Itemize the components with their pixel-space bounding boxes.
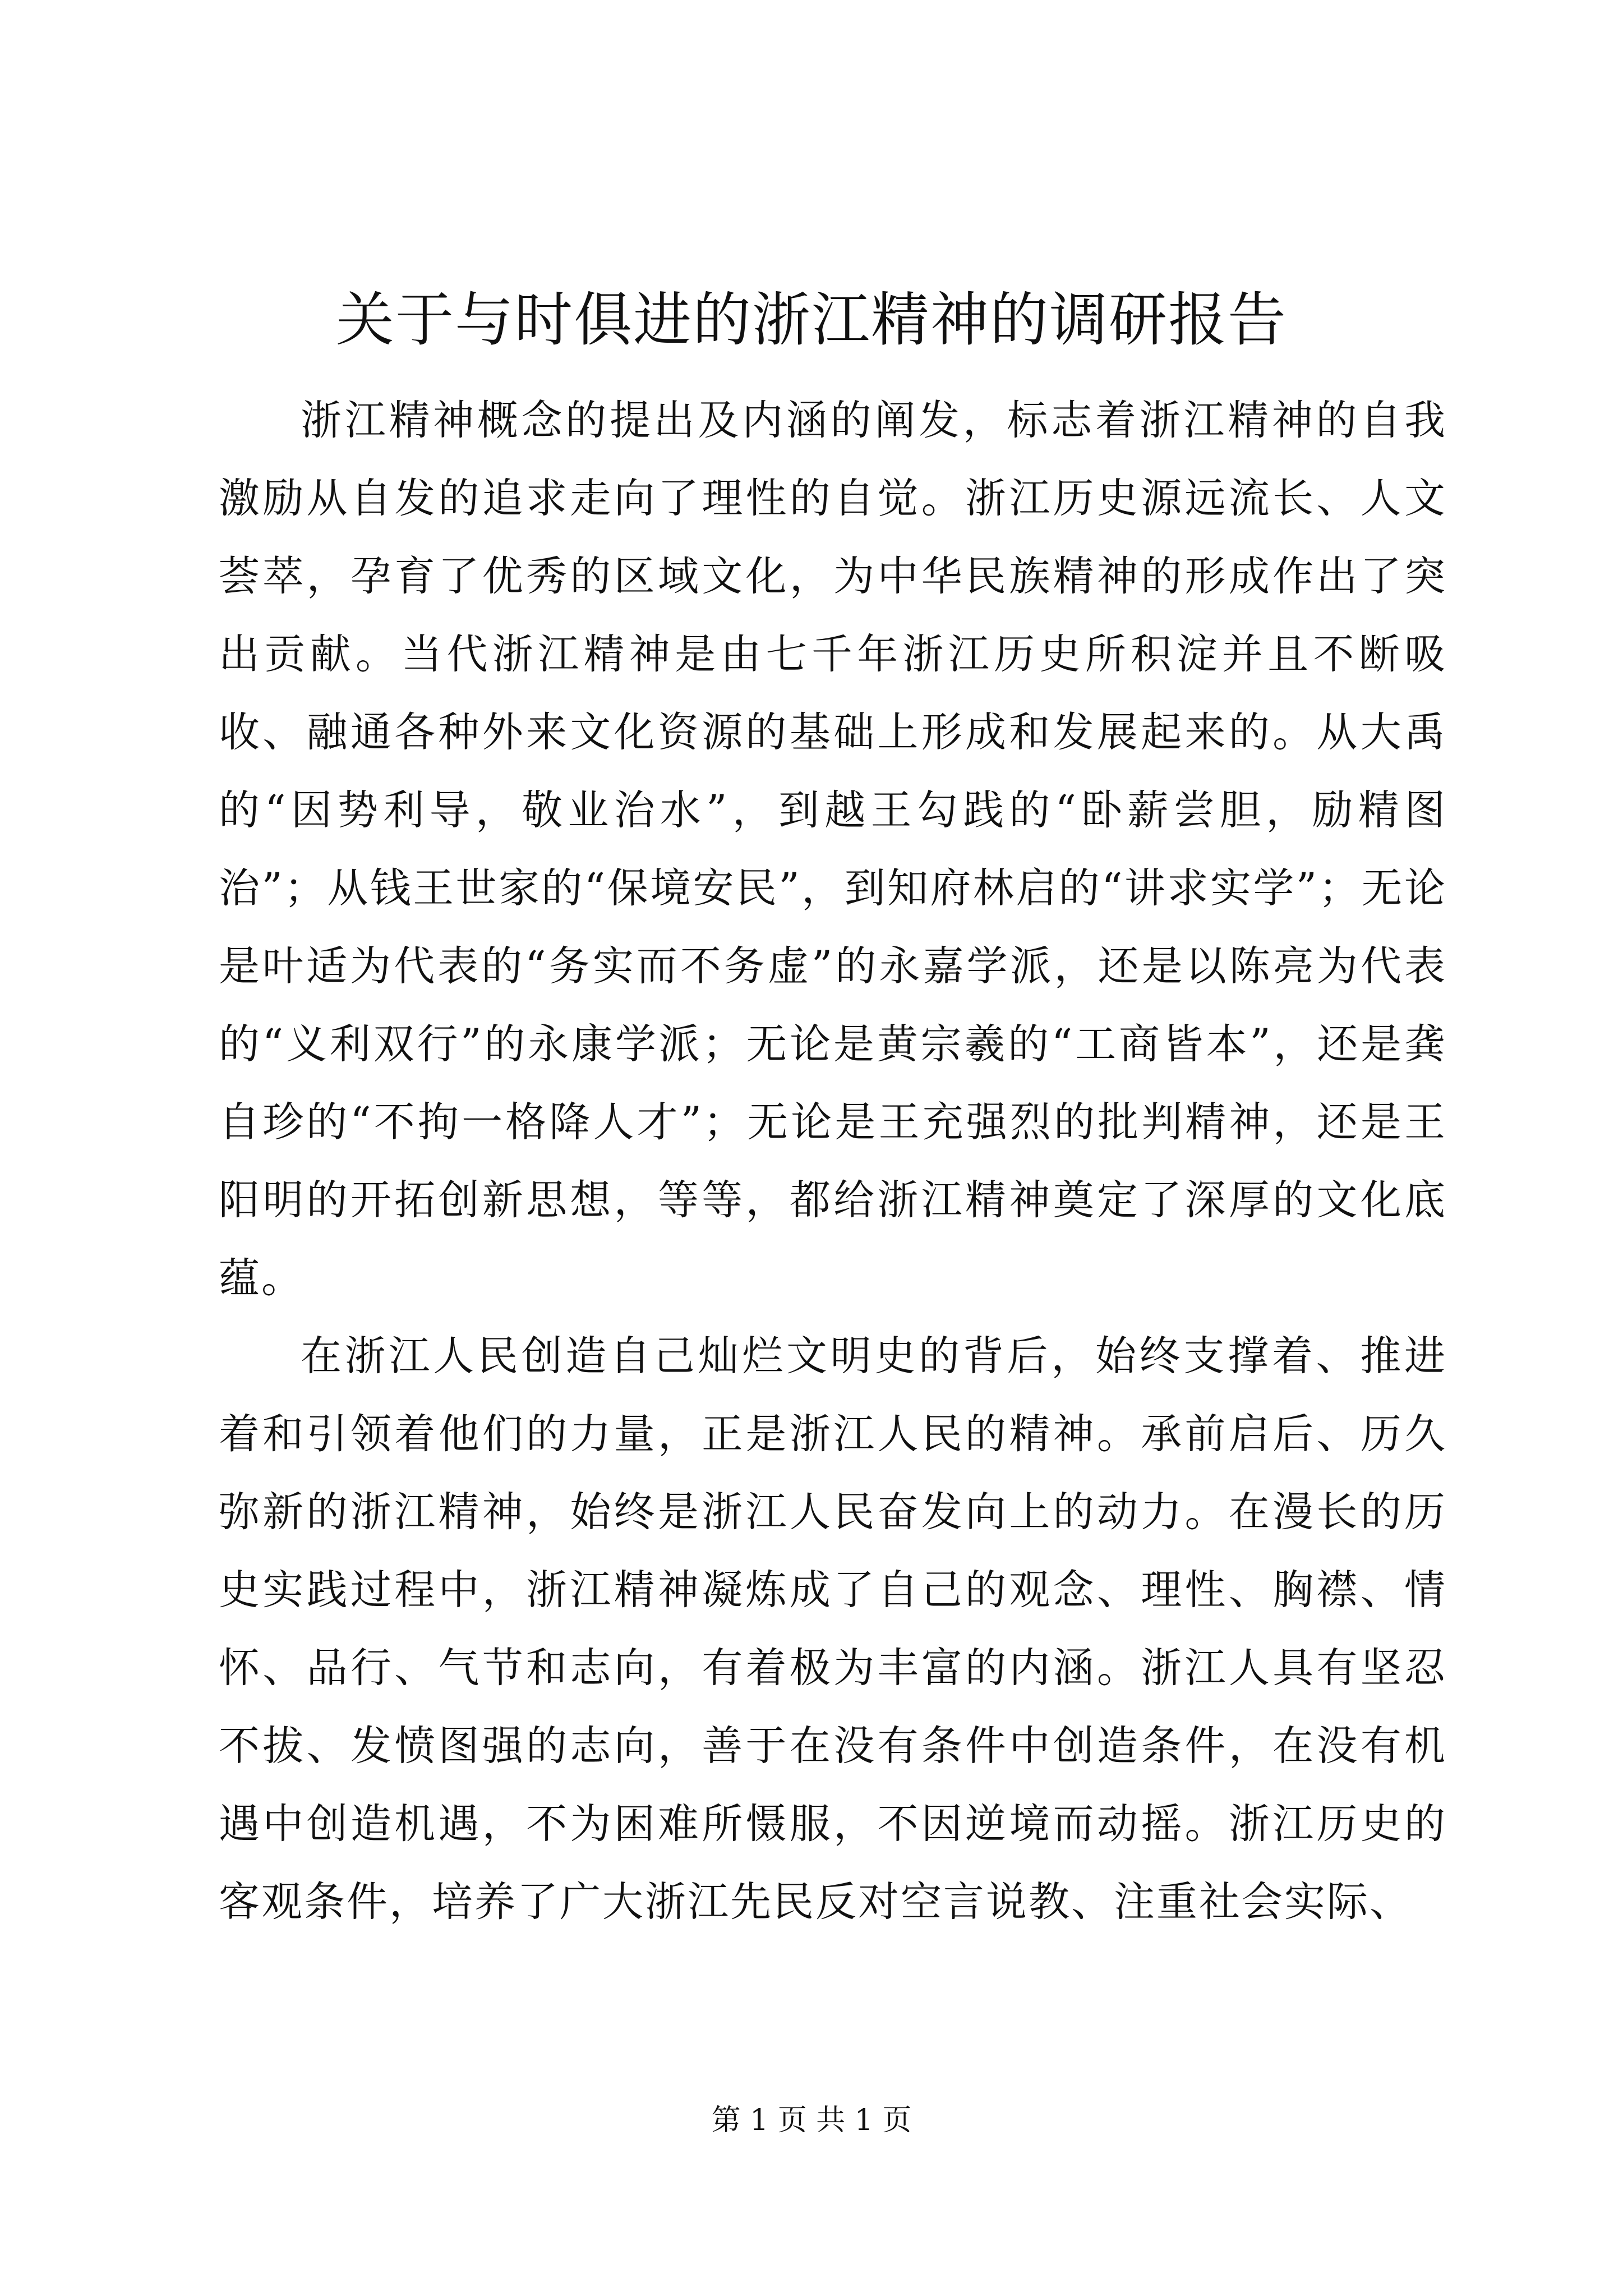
document-body [219, 381, 1447, 1941]
document-title: 关于与时俱进的浙江精神的调研报告 [335, 286, 1287, 354]
paragraph-2: 在浙江人民创造自己灿烂文明史的背后，始终支撑着、推进着和引领着他们的力量，正是浙江人民的精神。承前启后、历久弥新的浙江精神，始终是浙江人民奋发向上的动力。在漫长的历史实践过程中，浙江精神凝炼成了自己的观念、理性、胸襟、情怀、品行、气节和志向，有着极为丰富的内涵。浙江人具有坚忍不拔、发愤图强的志向，善于在没有条件中创造条件，在没有机遇中创造机遇，不为困难所慑服，不因逆境而动摇。浙江历史的客观条件，培养了广大浙江先民反对空言说教、注重社会实际、 [219, 1332, 1447, 1926]
page-footer: 第 1 页 共 1 页 [711, 2104, 912, 2137]
paragraph-1: 浙江精神概念的提出及内涵的阐发，标志着浙江精神的自我激励从自发的追求走向了理性的自觉。浙江历史源远流长、人文荟萃，孕育了优秀的区域文化，为中华民族精神的形成作出了突出贡献。当代浙江精神是由七千年浙江历史所积淀并且不断吸收、融通各种外来文化资源的基础上形成和发展起来的。从大禹的“因势利导，敬业治水”，到越王勾践的“卧薪尝胆，励精图治”；从钱王世家的“保境安民”，到知府林启的“讲求实学”；无论是叶适为代表的“务实而不务虚”的永嘉学派，还是以陈亮为代表的“义利双行”的永康学派；无论是黄宗羲的“工商皆本”，还是龚自珍的“不拘一格降人才”；无论是王充强烈的批判精神，还是王阳明的开拓创新思想，等等，都给浙江精神奠定了深厚的文化底蕴。 [219, 397, 1447, 1302]
